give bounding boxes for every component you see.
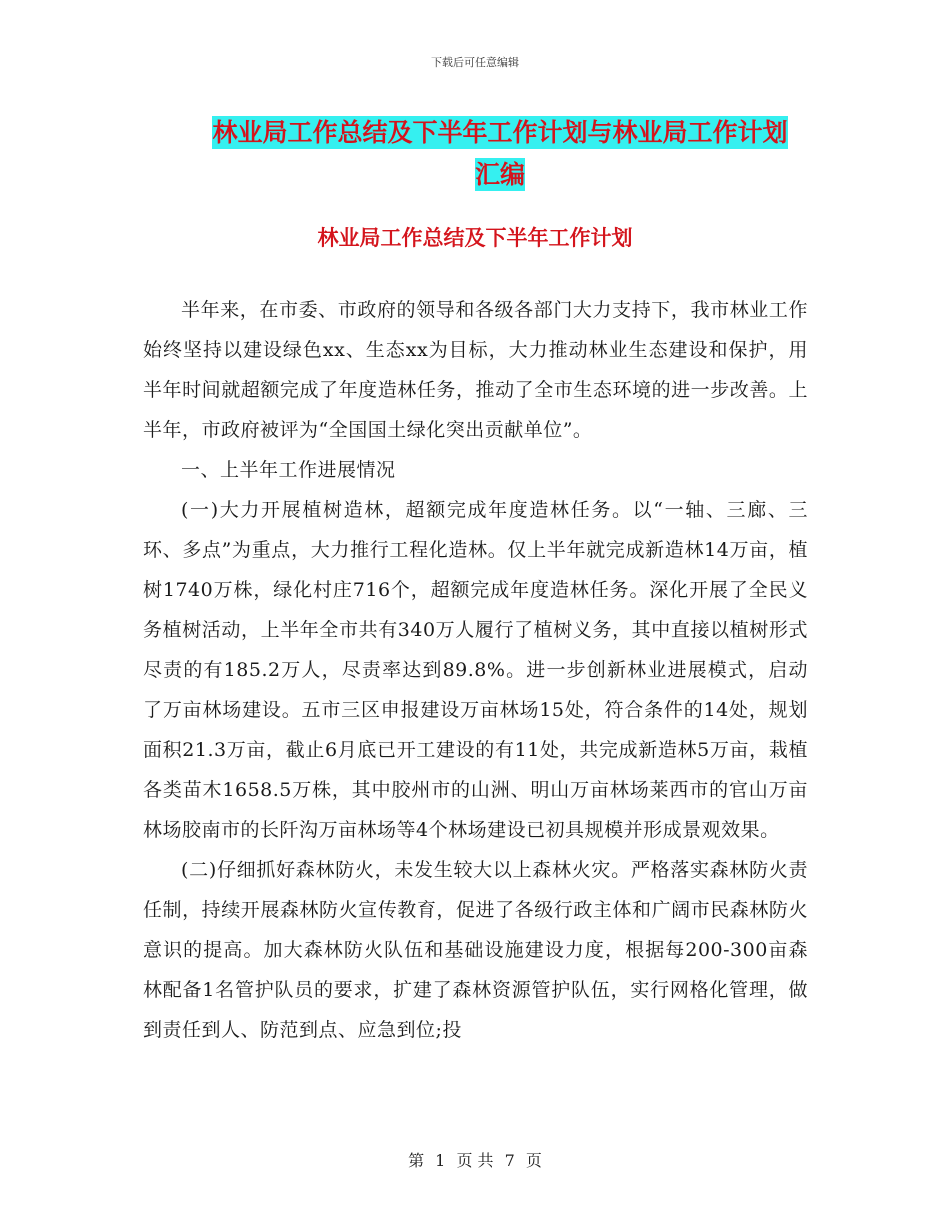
document-body (143, 290, 808, 1050)
paragraph-fire-prevention: (二)仔细抓好森林防火，未发生较大以上森林火灾。严格落实森林防火责任制，持续开展森林防火宣传教育，促进了各级行政主体和广阔市民森林防火意识的提高。加大森林防火队伍和基础设施建设力度，根据每200-300亩森林配备1名管护队员的要求，扩建了森林资源管护队伍，实行网格化管理，做到责任到人、防范到点、应急到位;投 (143, 859, 808, 1041)
footer-label-page: 第 (408, 1151, 425, 1170)
document-title (140, 112, 860, 196)
paragraph-intro: 半年来，在市委、市政府的领导和各级各部门大力支持下，我市林业工作始终坚持以建设绿色xx、生态xx为目标，大力推动林业生态建设和保护，用半年时间就超额完成了年度造林任务，推动了全市生态环境的进一步改善。上半年，市政府被评为“全国国土绿化突出贡献单位”。 (143, 299, 808, 441)
footer-total-pages: 7 (504, 1151, 515, 1170)
section-title: 林业局工作总结及下半年工作计划 (317, 226, 633, 250)
page-footer (0, 1148, 950, 1171)
footer-page-number: 1 (435, 1151, 446, 1170)
paragraph-afforestation: (一)大力开展植树造林，超额完成年度造林任务。以“一轴、三廊、三环、多点”为重点，大力推行工程化造林。仅上半年就完成新造林14万亩，植树1740万株，绿化村庄716个，超额完成年度造林任务。深化开展了全民义务植树活动，上半年全市共有340万人履行了植树义务，其中直接以植树形式尽责的有185.2万人，尽责率达到89.8%。进一步创新林业进展模式，启动了万亩林场建设。五市三区申报建设万亩林场15处，符合条件的14处，规划面积21.3万亩，截止6月底已开工建设的有11处，共完成新造林5万亩，栽植各类苗木1658.5万株，其中胶州市的山洲、明山万亩林场莱西市的官山万亩林场胶南市的长阡沟万亩林场等4个林场建设已初具规模并形成景观效果。 (143, 499, 808, 841)
footer-label-of: 页 共 (456, 1151, 494, 1170)
document-title-line2: 汇编 (474, 160, 525, 189)
document-title-line1: 林业局工作总结及下半年工作计划与林业局工作计划 (212, 118, 788, 147)
footer-label-end: 页 (525, 1151, 542, 1170)
header-note: 下载后可任意编辑 (431, 56, 519, 69)
paragraph-heading-1: 一、上半年工作进展情况 (181, 459, 396, 481)
